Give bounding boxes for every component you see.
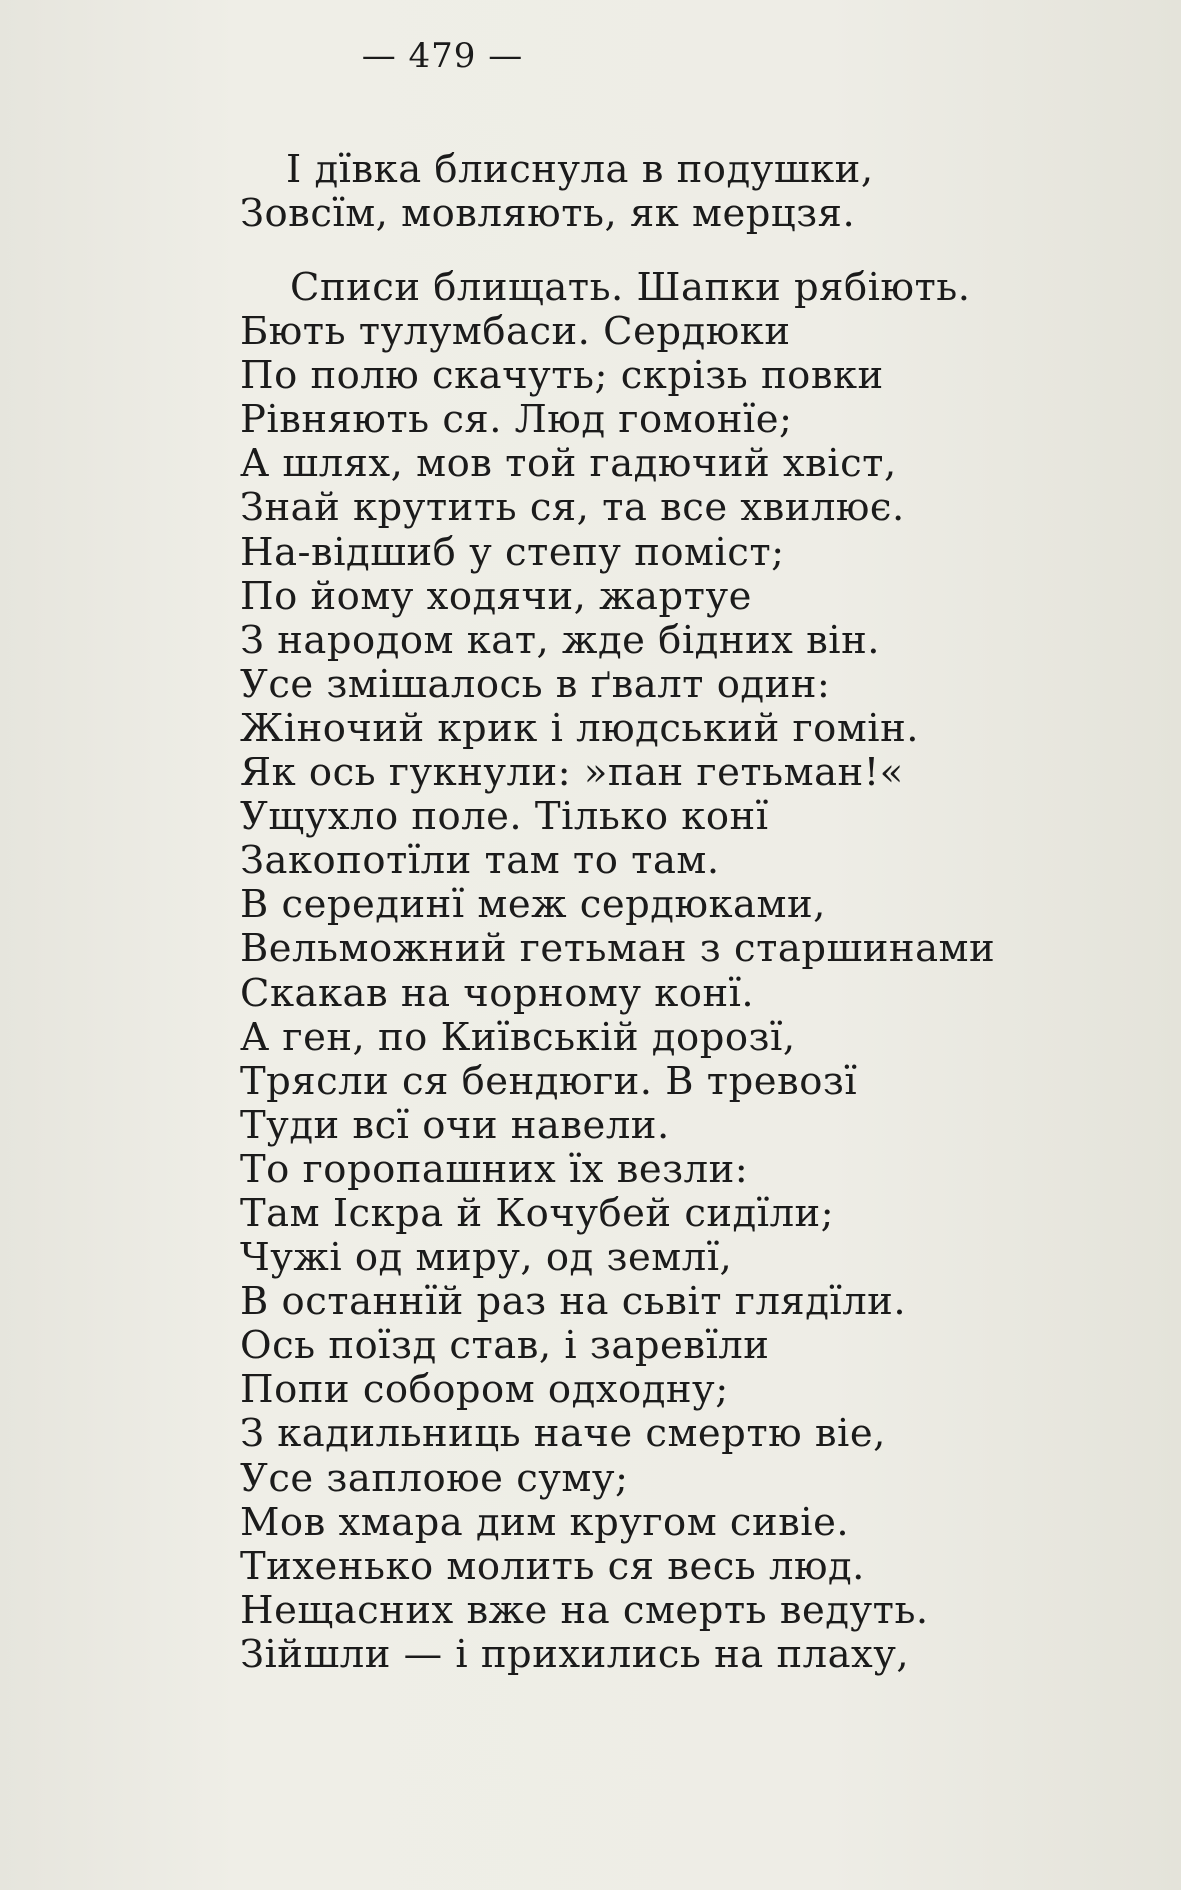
verse-line: Як ось гукнули: »пан гетьман!«: [240, 750, 904, 796]
verse-line: В останнїй раз на сьвіт глядїли.: [240, 1279, 907, 1325]
verse-line: Туди всї очи навели.: [240, 1102, 670, 1148]
verse-line: Рівняють ся. Люд гомонїе;: [240, 397, 793, 443]
verse-line: Знай крутить ся, та все хвилює.: [240, 485, 905, 531]
verse-line: Ось поїзд став, і заревїли: [240, 1323, 770, 1369]
verse-line: Там Іскра й Кочубей сидїли;: [240, 1190, 835, 1236]
verse-line: Жіночий крик і людський гомін.: [240, 705, 919, 751]
stanza-1: [240, 148, 1000, 236]
page-number: — 479 —: [361, 36, 524, 76]
verse-line: Ущухло поле. Тілько конї: [240, 794, 769, 840]
verse-line: З кадильниць наче смертю віе,: [240, 1411, 886, 1457]
verse-line: По йому ходячи, жартуе: [240, 573, 752, 619]
verse-line: З народом кат, жде бідних він.: [240, 617, 881, 663]
verse-line: Бють тулумбаси. Сердюки: [240, 309, 791, 355]
verse-line: Попи собором одходну;: [240, 1367, 729, 1413]
verse-line: І дївка блиснула в подушки,: [286, 147, 874, 192]
stanza-2: [240, 266, 1000, 1677]
verse-line: Трясли ся бендюги. В тревозї: [240, 1058, 858, 1104]
verse-line: Списи блищать. Шапки рябіють.: [290, 265, 971, 310]
verse-line: По полю скачуть; скрізь повки: [240, 353, 884, 399]
verse-line: Скакав на чорному конї.: [240, 970, 755, 1016]
verse-line: Усе змішалось в ґвалт один:: [240, 661, 831, 707]
verse-line: Усе заплоюе суму;: [240, 1455, 629, 1501]
verse-line: Мов хмара дим кругом сивіе.: [240, 1499, 850, 1545]
verse-line: В серединї меж сердюками,: [240, 882, 826, 928]
verse-line: На-відшиб у степу поміст;: [240, 529, 785, 575]
verse-line: А шлях, мов той гадючий хвіст,: [240, 441, 897, 487]
verse-line: Чужі од миру, од землї,: [240, 1235, 733, 1281]
verse-line: А ген, по Київській дорозї,: [240, 1014, 796, 1060]
verse-line: Закопотїли там то там.: [240, 838, 720, 884]
verse-line: Зійшли — і прихились на плаху,: [240, 1631, 910, 1677]
verse-line: Зовсїм, мовляють, як мерцзя.: [240, 191, 856, 237]
verse-line: Нещасних вже на смерть ведуть.: [240, 1587, 929, 1633]
verse-line: Тихенько молить ся весь люд.: [240, 1543, 865, 1589]
verse-line: Вельможний гетьман з старшинами: [240, 926, 996, 972]
verse-line: То горопашних їх везли:: [240, 1146, 749, 1192]
